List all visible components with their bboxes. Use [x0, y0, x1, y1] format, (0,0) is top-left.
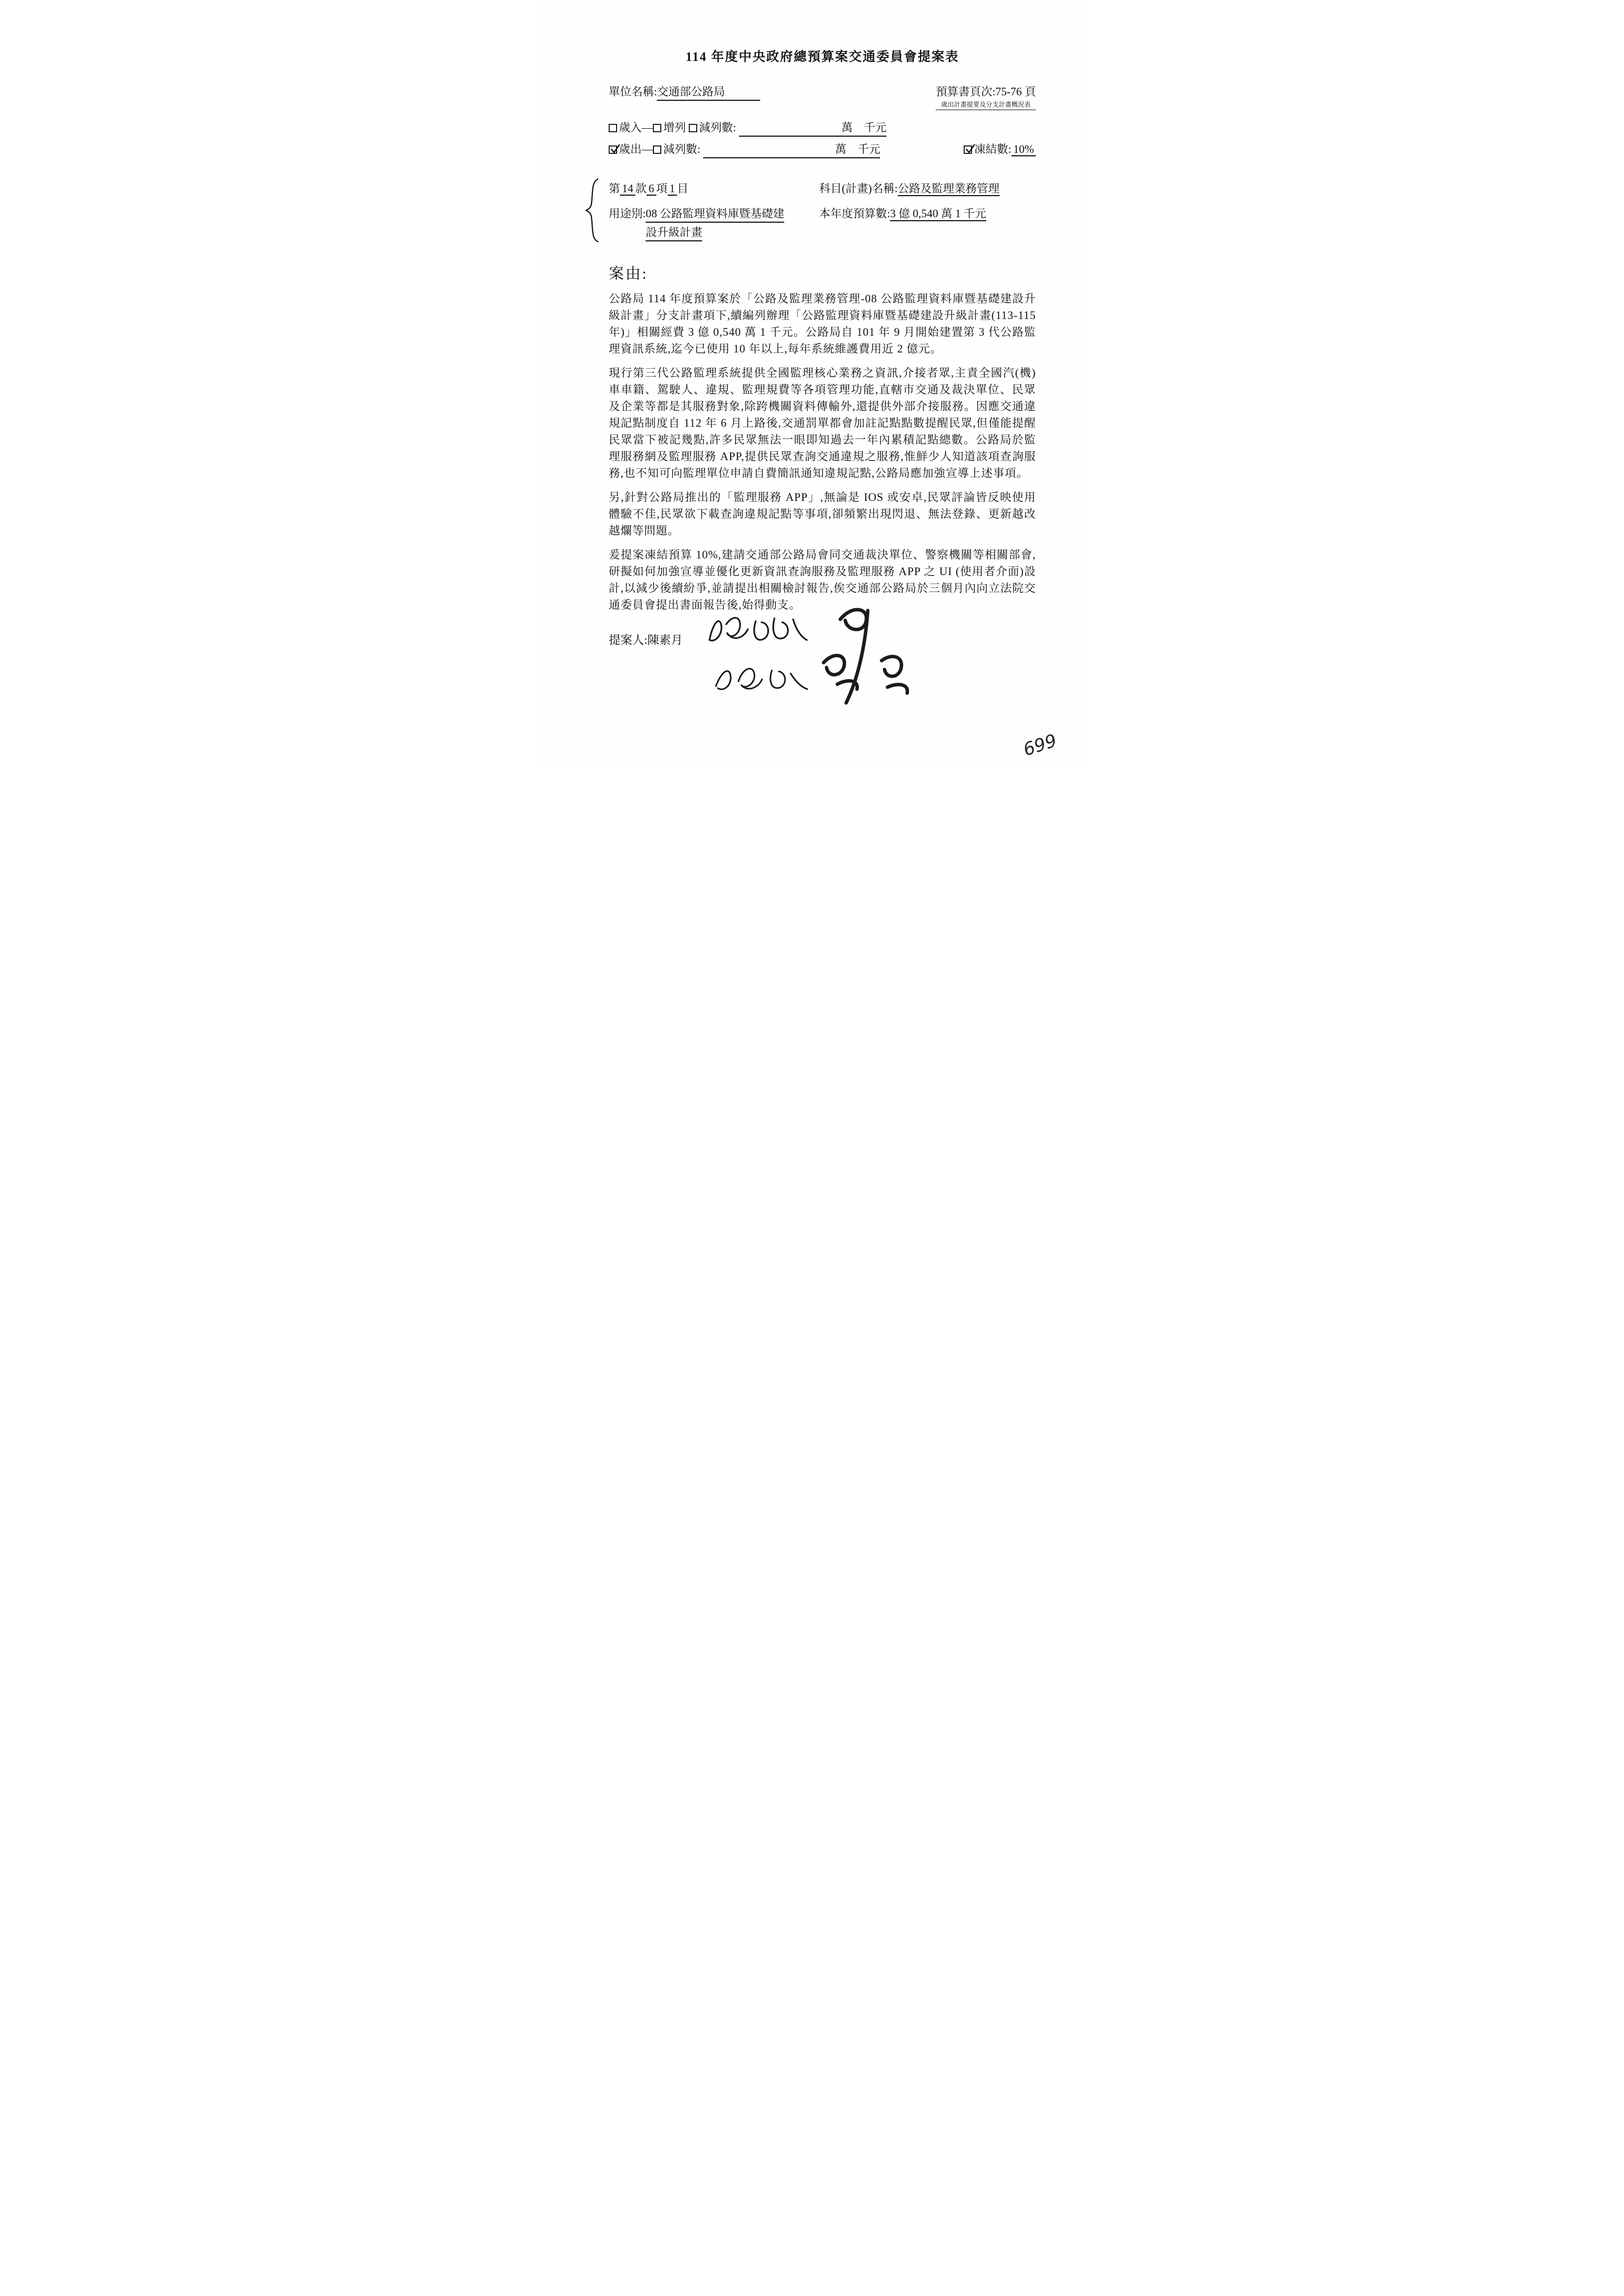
classification-section	[609, 181, 1036, 243]
proposer-row	[609, 630, 1036, 733]
unit-name-label: 單位名稱:	[609, 86, 657, 98]
proposer-group	[609, 634, 683, 647]
mu-number: 1	[668, 182, 678, 196]
signature-2	[712, 659, 810, 705]
document-title: 114 年度中央政府總預算案交通委員會提案表	[685, 50, 959, 64]
item-number-group	[609, 181, 819, 196]
expenditure-label: 歲出	[619, 143, 642, 155]
item-number-row	[609, 181, 1036, 196]
paragraph-2: 現行第三代公路監理系統提供全國監理核心業務之資訊,介接者眾,主責全國汽(機)車車籍、駕駛人、違規、監理規費等各項管理功能,直轄市交通及裁決單位、民眾及企業等都是其服務對象,除跨機關資料傳輸外,還提供外部介接服務。因應交通違規記點制度自 112 年 6 月上路後,交通罰單都會加註記點點數提醒民眾,但僅能提醒民眾當下被記幾點,許多民眾無法一眼即知過去一年內累積記點總數。公路局於監理服務網及監理服務 APP,提供民眾查詢交通違規之服務,惟鮮少人知道該項查詢服務,也不知可向監理單位申請自費簡訊通知違規記點,公路局應加強宣導上述事項。	[609, 367, 1036, 480]
decrease-label-2: 減列數:	[663, 143, 701, 155]
signature-1	[705, 610, 810, 659]
freeze-value: 10%	[1011, 143, 1036, 156]
budget-page-block	[936, 84, 1036, 110]
usage-value-line1: 08 公路監理資料庫暨基礎建	[646, 206, 784, 223]
increase-checkbox	[653, 124, 661, 132]
year-budget-value: 3 億 0,540 萬 1 千元	[890, 207, 986, 221]
blank-underline: 萬 千元	[703, 142, 880, 158]
freeze-checkbox	[964, 145, 972, 154]
revenue-group	[609, 120, 886, 137]
usage-label: 用途別:	[609, 207, 646, 220]
budget-page-note: 歲出計畫提要及分支計畫概況表	[936, 100, 1036, 110]
kuan-label: 款	[635, 182, 647, 195]
paragraph-4: 爰提案凍結預算 10%,建請交通部公路局會同交通裁決單位、警察機關等相關部會,研擬如何加強宣導並優化更新資訊查詢服務及監理服務 APP 之 UI (使用者介面)設計,以減少後續紛爭,並請提出相關檢討報告,俟交通部公路局於三個月內向立法院交通委員會提出書面報告後,始得動支。	[609, 549, 1036, 611]
expenditure-group	[609, 142, 880, 158]
scanned-document-page	[541, 0, 1083, 765]
item-prefix: 第	[609, 182, 620, 195]
subject-value: 公路及監理業務管理	[898, 182, 1000, 196]
usage-group	[609, 206, 819, 243]
revenue-label: 歲入	[619, 121, 642, 134]
usage-value-line2: 設升級計畫	[646, 225, 702, 241]
signature-3	[808, 603, 926, 711]
unit-name-value: 交通部公路局	[657, 84, 760, 101]
paragraph-1: 公路局 114 年度預算案於「公路及監理業務管理-08 公路監理資料庫暨基礎建設升級計畫」分支計畫項下,續編列辦理「公路監理資料庫暨基礎建設升級計畫(113-115 年)」相關經費 3 億 0,540 萬 1 千元。公路局自 101 年 9 月開始建置第 3 代公路監理資訊系統,迄今已使用 10 年以上,每年系統維護費用近 2 億元。	[609, 292, 1036, 355]
mu-label: 目	[677, 182, 688, 195]
checkmark-icon	[964, 143, 976, 155]
paragraph-3: 另,針對公路局推出的「監理服務 APP」,無論是 IOS 或安卓,民眾評論皆反映使用體驗不佳,民眾欲下載查詢違規記點等事項,卻頻繁出現閃退、無法登錄、更新越改越爛等問題。	[609, 491, 1036, 537]
checkmark-icon	[609, 143, 621, 155]
dash: —	[642, 121, 653, 134]
xiang-label: 項	[656, 182, 668, 195]
unit-name-group	[609, 84, 760, 101]
decrease-checkbox-2	[653, 145, 661, 154]
increase-label: 增列	[663, 121, 686, 134]
budget-page-value: 75-76 頁	[995, 86, 1036, 98]
usage-value	[646, 206, 784, 243]
subject-group	[819, 181, 1000, 196]
year-budget-label: 本年度預算數:	[819, 207, 890, 220]
revenue-checkbox-row	[609, 120, 1036, 137]
decrease-checkbox	[689, 124, 697, 132]
decrease-label: 減列數:	[699, 121, 737, 134]
budget-page-label: 預算書頁次:	[936, 86, 996, 98]
freeze-label: 凍結數:	[974, 143, 1011, 155]
freeze-group	[964, 142, 1036, 157]
header-row	[609, 84, 1036, 110]
subject-label: 科目(計畫)名稱:	[819, 182, 898, 195]
proposer-name: 陳素月	[647, 634, 683, 647]
blank-underline: 萬 千元	[739, 120, 886, 137]
year-budget-group	[819, 206, 986, 221]
expenditure-checkbox	[609, 145, 617, 154]
proposer-label: 提案人:	[609, 634, 648, 647]
expenditure-checkbox-row	[609, 142, 1036, 158]
revenue-checkbox	[609, 124, 617, 132]
handwritten-page-number: 699	[1021, 730, 1060, 760]
kuan-number: 14	[620, 182, 635, 196]
case-heading: 案由:	[609, 265, 648, 283]
xiang-number: 6	[647, 182, 656, 196]
dash: —	[642, 143, 653, 155]
usage-row	[609, 206, 1036, 243]
curly-brace	[585, 178, 600, 243]
